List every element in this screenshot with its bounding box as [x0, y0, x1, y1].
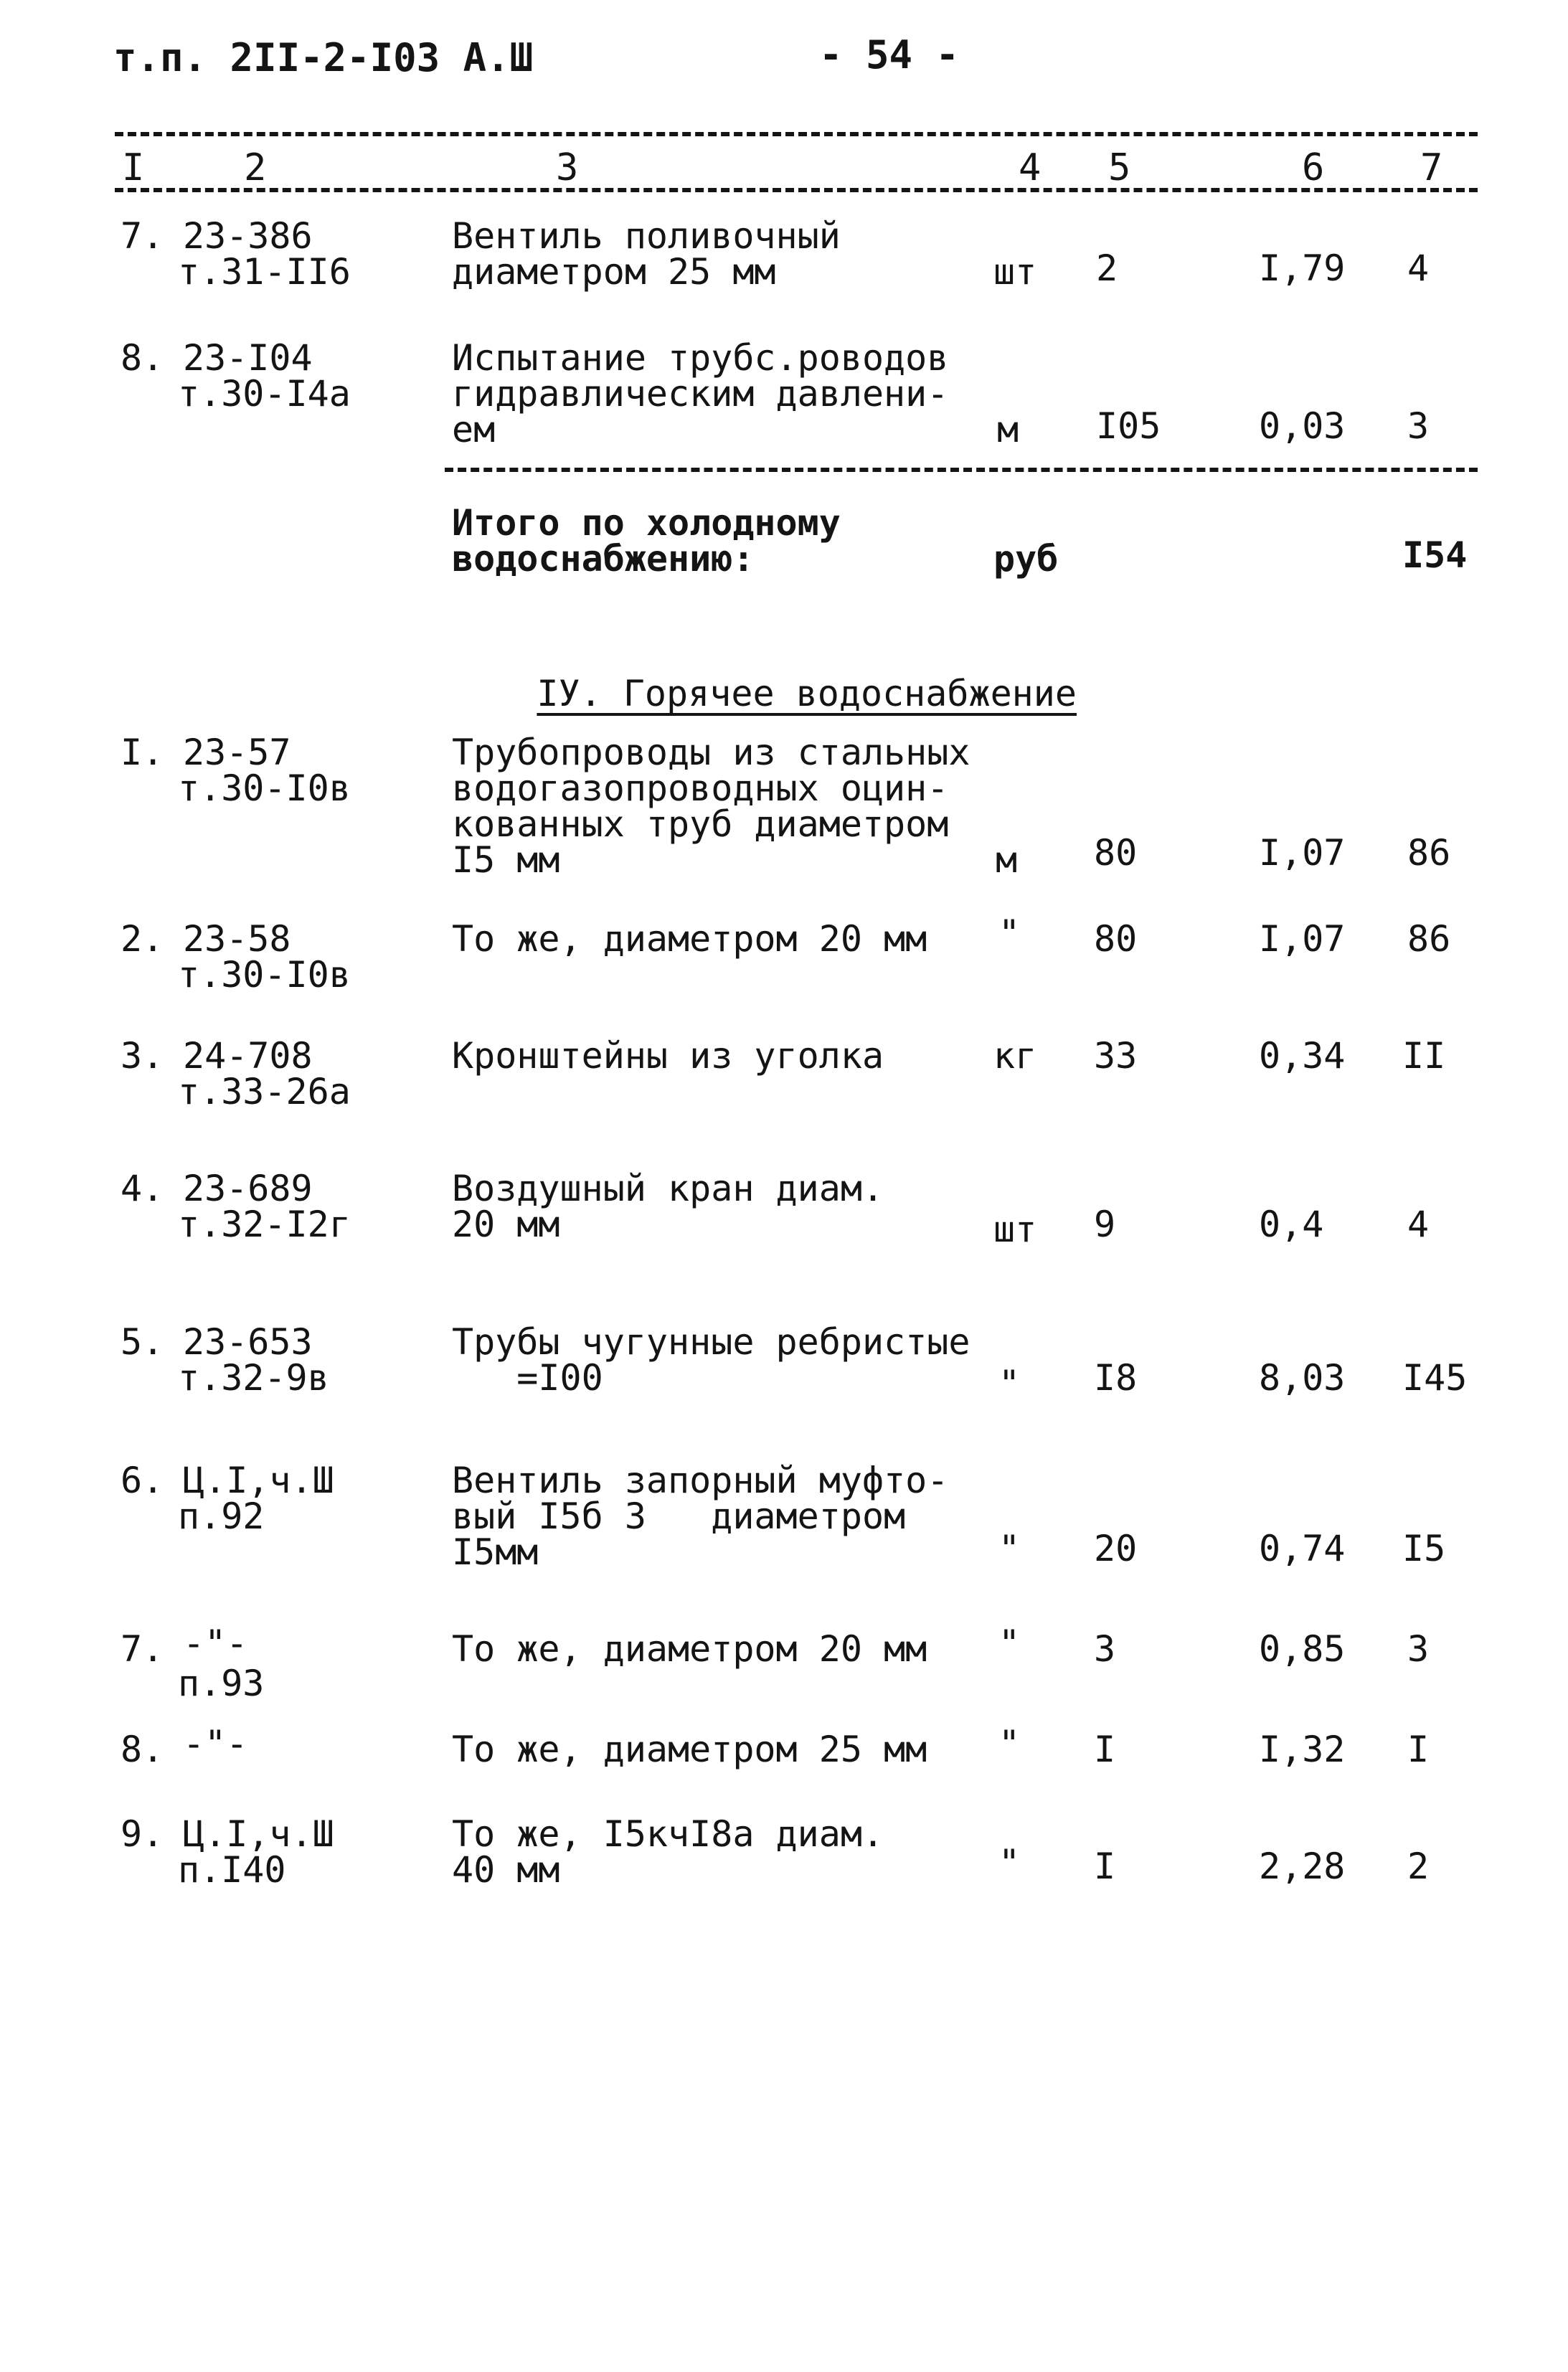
row-unit-price: 0,34 [1259, 1035, 1346, 1077]
row-quantity: I [1094, 1729, 1116, 1770]
row-unit-price: 0,03 [1259, 405, 1346, 447]
row-total: I [1407, 1729, 1430, 1770]
row-unit: " [998, 1842, 1021, 1884]
row-total: 86 [1407, 918, 1451, 960]
row-number: 4. [121, 1168, 164, 1209]
row-number: I. [121, 732, 164, 773]
row-unit-price: I,07 [1259, 832, 1346, 874]
row-code-table: п.93 [178, 1663, 265, 1704]
column-header-7: 7 [1420, 146, 1443, 189]
row-code: Ц.I,ч.Ш [183, 1813, 334, 1855]
row-description-line: вый I5б 3 диаметром [452, 1496, 906, 1537]
row-unit: " [998, 912, 1021, 954]
row-number: 8. [121, 337, 164, 379]
row-unit: м [996, 839, 1018, 881]
section-title-text: IУ. Горячее водоснабжение [537, 673, 1077, 714]
row-number: 5. [121, 1321, 164, 1363]
row-code: -"- [183, 1723, 248, 1764]
row-unit-price: 0,4 [1259, 1204, 1324, 1245]
subtotal-unit: руб [993, 538, 1059, 580]
row-code-table: п.92 [178, 1496, 265, 1537]
row-description-line: Вентиль поливочный [452, 215, 841, 257]
row-description-line: Воздушный кран диам. [452, 1168, 884, 1209]
row-description-line: То же, I5кчI8а диам. [452, 1813, 884, 1855]
row-code-table: т.32-9в [178, 1357, 329, 1399]
row-description-line: кованных труб диаметром [452, 803, 949, 845]
row-code-table: т.30-I4а [178, 373, 351, 415]
row-total: I5 [1402, 1528, 1446, 1569]
row-unit: шт [993, 251, 1037, 293]
row-description-line: водогазопроводных оцин- [452, 767, 949, 809]
subtotal-rule [445, 468, 1478, 472]
row-unit: шт [993, 1209, 1037, 1250]
row-description-line: Кронштейны из уголка [452, 1035, 884, 1077]
column-header-6: 6 [1302, 146, 1325, 189]
row-description-line: ем [452, 409, 496, 450]
row-code-table: п.I40 [178, 1849, 286, 1891]
row-number: 7. [121, 215, 164, 257]
row-unit-price: 0,85 [1259, 1628, 1346, 1670]
row-description-line: гидравлическим давлени- [452, 373, 949, 415]
row-unit: " [998, 1723, 1021, 1764]
row-unit: " [998, 1622, 1021, 1664]
row-code: 23-386 [183, 215, 313, 257]
row-description-line: диаметром 25 мм [452, 251, 776, 293]
column-header-4: 4 [1019, 146, 1042, 189]
row-description-line: I5мм [452, 1531, 539, 1573]
row-description-line: I5 мм [452, 839, 560, 881]
row-code-table: т.33-26а [178, 1071, 351, 1112]
row-unit-price: 0,74 [1259, 1528, 1346, 1569]
document-reference: т.п. 2II-2-I03 А.Ш [113, 35, 534, 80]
row-number: 9. [121, 1813, 164, 1855]
row-description-line: Трубопроводы из стальных [452, 732, 970, 773]
row-total: 3 [1407, 405, 1430, 447]
row-code: 23-I04 [183, 337, 313, 379]
column-header-3: 3 [556, 146, 579, 189]
row-unit-price: 8,03 [1259, 1357, 1346, 1399]
row-code-table: т.30-I0в [178, 954, 351, 996]
row-code: 23-57 [183, 732, 291, 773]
row-number: 2. [121, 918, 164, 960]
row-quantity: 3 [1094, 1628, 1116, 1670]
row-number: 7. [121, 1628, 164, 1670]
subtotal-label-line: Итого по холодному [452, 502, 841, 544]
row-unit: " [998, 1528, 1021, 1569]
row-code: -"- [183, 1622, 248, 1664]
row-total: 4 [1407, 247, 1430, 289]
row-unit: кг [993, 1035, 1037, 1077]
row-total: I45 [1402, 1357, 1468, 1399]
row-unit: м [997, 409, 1019, 450]
row-code-table: т.30-I0в [178, 767, 351, 809]
row-description-line: 40 мм [452, 1849, 560, 1891]
row-description-line: 20 мм [452, 1204, 560, 1245]
row-quantity: 80 [1094, 832, 1138, 874]
row-code: 23-58 [183, 918, 291, 960]
row-code-table: т.31-II6 [178, 251, 351, 293]
row-description-line: То же, диаметром 20 мм [452, 1628, 927, 1670]
row-number: 8. [121, 1729, 164, 1770]
row-description-line: Трубы чугунные ребристые [452, 1321, 970, 1363]
row-total: 3 [1407, 1628, 1430, 1670]
row-quantity: I8 [1094, 1357, 1138, 1399]
row-description-line: То же, диаметром 20 мм [452, 918, 927, 960]
row-code: 23-653 [183, 1321, 313, 1363]
column-header-5: 5 [1108, 146, 1131, 189]
row-quantity: 9 [1094, 1204, 1116, 1245]
page-number: - 54 - [819, 32, 960, 77]
row-number: 3. [121, 1035, 164, 1077]
column-header-rule [115, 188, 1478, 192]
row-unit-price: I,07 [1259, 918, 1346, 960]
row-quantity: 33 [1094, 1035, 1138, 1077]
row-number: 6. [121, 1460, 164, 1501]
row-code: Ц.I,ч.Ш [183, 1460, 334, 1501]
row-total: 86 [1407, 832, 1451, 874]
column-header-2: 2 [244, 146, 267, 189]
row-total: 2 [1407, 1846, 1430, 1887]
row-total: II [1402, 1035, 1446, 1077]
row-quantity: 80 [1094, 918, 1138, 960]
row-quantity: I [1094, 1846, 1116, 1887]
subtotal-label-line: водоснабжению: [452, 538, 755, 580]
row-total: 4 [1407, 1204, 1430, 1245]
row-description-line: =I00 [452, 1357, 603, 1399]
row-code: 24-708 [183, 1035, 313, 1077]
row-unit-price: 2,28 [1259, 1846, 1346, 1887]
row-code-table: т.32-I2г [178, 1204, 351, 1245]
row-quantity: 2 [1096, 247, 1118, 289]
subtotal-value: I54 [1402, 534, 1468, 576]
row-code: 23-689 [183, 1168, 313, 1209]
row-description-line: Испытание трубс.роводов [452, 337, 949, 379]
row-quantity: 20 [1094, 1528, 1138, 1569]
row-unit: " [998, 1363, 1021, 1404]
row-quantity: I05 [1096, 405, 1161, 447]
row-description-line: Вентиль запорный муфто- [452, 1460, 949, 1501]
table-top-rule [115, 132, 1478, 136]
row-description-line: То же, диаметром 25 мм [452, 1729, 927, 1770]
row-unit-price: I,79 [1259, 247, 1346, 289]
column-header-1: I [122, 146, 145, 189]
row-unit-price: I,32 [1259, 1729, 1346, 1770]
